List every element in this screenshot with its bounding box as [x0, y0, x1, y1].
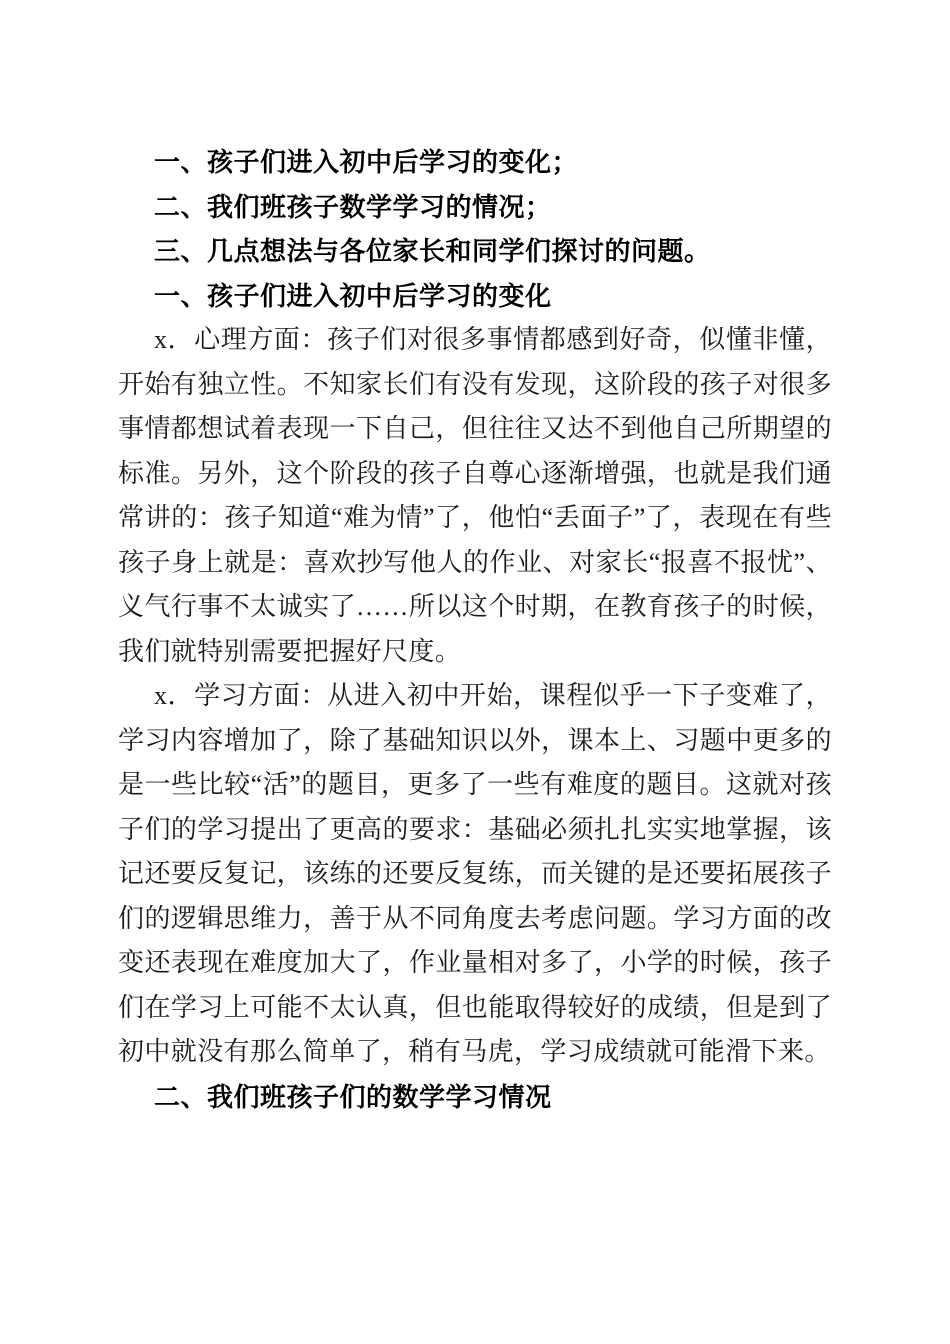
toc-item-2: 二、我们班孩子数学学习的情况； [154, 191, 552, 222]
section-2-heading: 二、我们班孩子们的数学学习情况 [154, 1081, 552, 1112]
section-1-heading: 一、孩子们进入初中后学习的变化 [154, 280, 552, 311]
section-1-paragraph-psychology: x．心理方面：孩子们对很多事情都感到好奇，似懂非懂，开始有独立性。不知家长们有没有发现，这阶段的孩子对很多事情都想试着表现一下自己，但往往又达不到他自己所期望的标准。另外，这个阶段的孩子自尊心逐渐增强，也就是我们通常讲的：孩子知道“难为情”了，他怕“丢面子”了，表现在有些孩子身上就是：喜欢抄写他人的作业、对家长“报喜不报忧”、义气行事不太诚实了……所以这个时期，在教育孩子的时候，我们就特别需要把握好尺度。 [118, 325, 832, 666]
toc-item-3: 三、几点想法与各位家长和同学们探讨的问题。 [154, 236, 711, 266]
toc-item-1: 一、孩子们进入初中后学习的变化； [154, 147, 579, 177]
section-1-paragraph-study: x．学习方面：从进入初中开始，课程似乎一下子变难了，学习内容增加了，除了基础知识以外，课本上、习题中更多的是一些比较“活”的题目，更多了一些有难度的题目。这就对孩子们的学习提出了更高的要求：基础必须扎扎实实地掌握，该记还要反复记，该练的还要反复练，而关键的是还要拓展孩子们的逻辑思维力，善于从不同角度去考虑问题。学习方面的改变还表现在难度加大了，作业量相对多了，小学的时候，孩子们在学习上可能不太认真，但也能取得较好的成绩，但是到了初中就没有那么简单了，稍有马虎，学习成绩就可能滑下来。 [118, 681, 832, 1066]
